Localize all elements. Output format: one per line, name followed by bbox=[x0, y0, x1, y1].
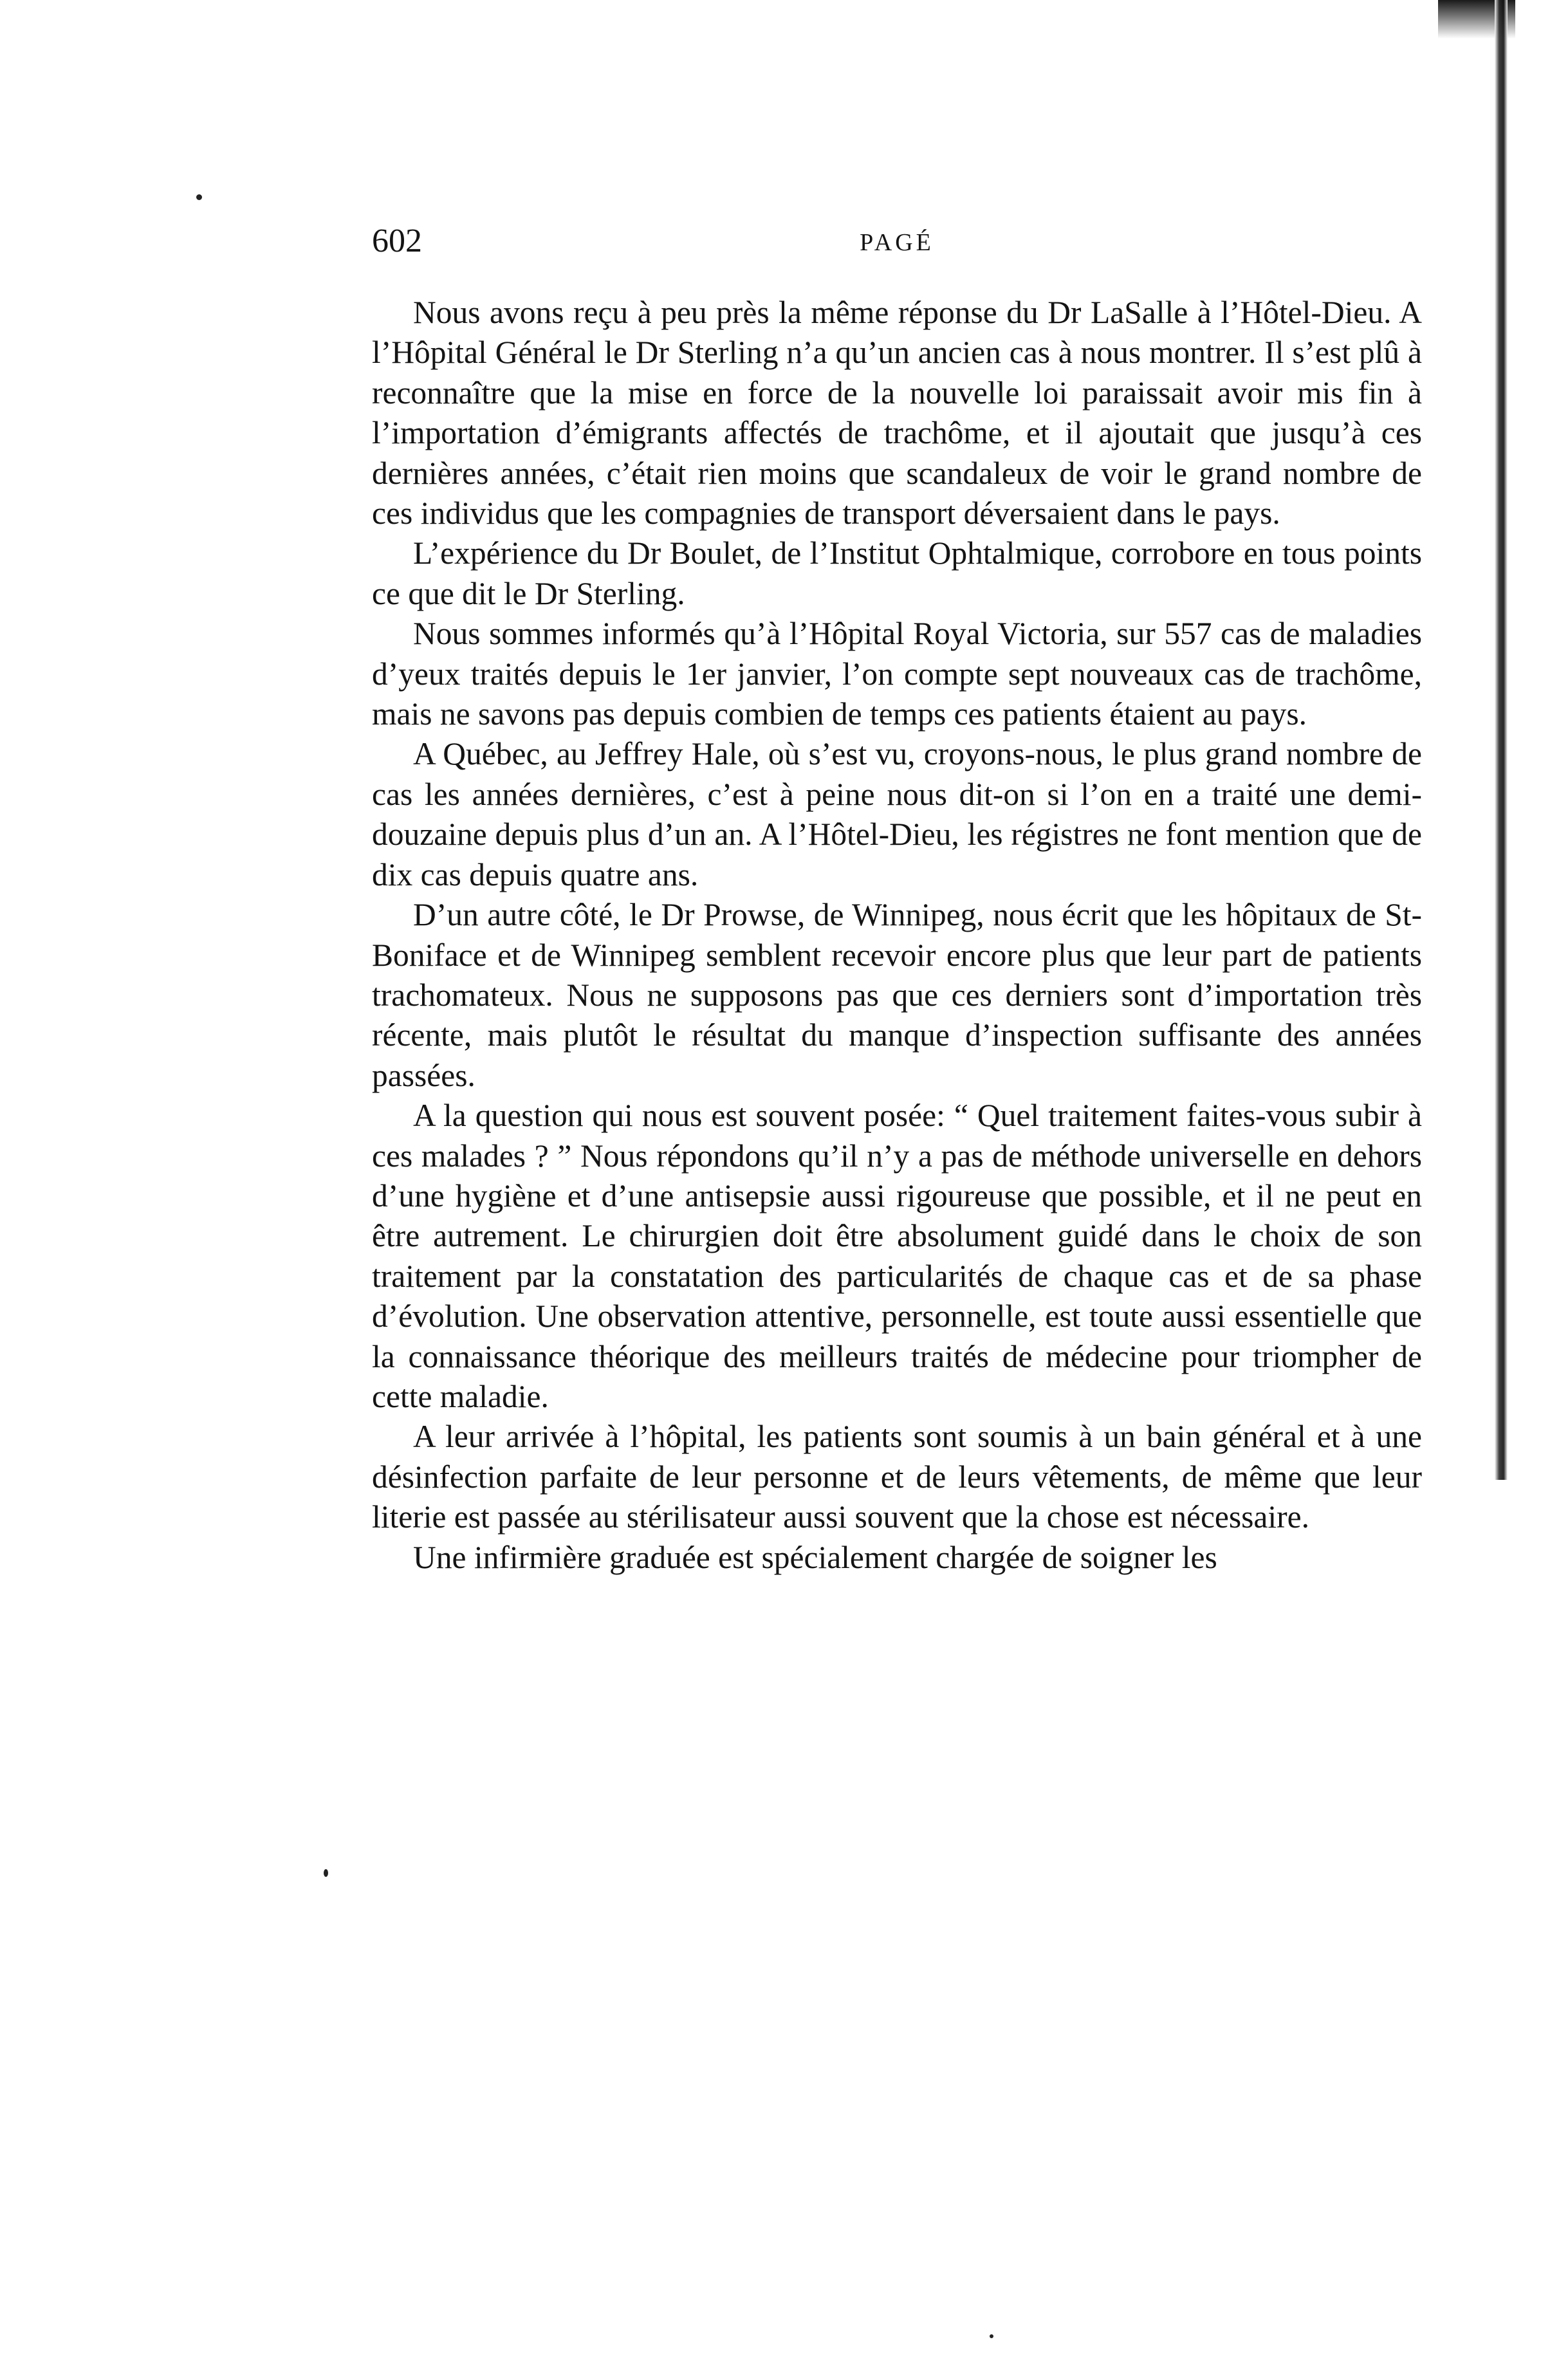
page-number: 602 bbox=[372, 223, 422, 259]
paragraph: Nous avons reçu à peu près la même réponse du Dr LaSalle à l’Hôtel-Dieu. A l’Hôpital Général le Dr Sterling n’a qu’un ancien cas à nous montrer. Il s’est plû à reconnaître que la mise en force de la nouvelle loi paraissait avoir mis fin à l’importation d’émigrants affectés de trachôme, et il ajoutait que jusqu’à ces dernières années, c’était rien moins que scandaleux de voir le grand nombre de ces individus que les compagnies de transport déversaient dans le pays. bbox=[372, 295, 1422, 531]
paragraph: Une infirmière graduée est spécialement chargée de soigner les bbox=[413, 1539, 1217, 1575]
scan-speck bbox=[324, 1869, 328, 1877]
body-text bbox=[372, 293, 1422, 1578]
paragraph: D’un autre côté, le Dr Prowse, de Winnipeg, nous écrit que les hôpitaux de St-Boniface et de Winnipeg semblent recevoir encore plus que leur part de patients trachomateux. Nous ne supposons pas que ces derniers sont d’importation très récente, mais plutôt le résultat du manque d’inspection suffisante des années passées. bbox=[372, 897, 1422, 1093]
scan-speck bbox=[196, 194, 202, 200]
page-header bbox=[372, 219, 1422, 264]
paragraph: A la question qui nous est souvent posée: “ Quel traitement faites-vous subir à ces malades ? ” Nous répondons qu’il n’y a pas de méthode universelle en dehors d’une hygiène et d’une antisepsie aussi rigoureuse que possible, et il ne peut en être autrement. Le chirurgien doit être absolument guidé dans le choix de son traitement par la constatation des particularités de chaque cas et de sa phase d’évolution. Une observation attentive, personnelle, est toute aussi essentielle que la connaissance théorique des meilleurs traités de médecine pour triompher de cette maladie. bbox=[372, 1098, 1422, 1414]
scan-speck bbox=[990, 2334, 993, 2338]
scan-page-edge bbox=[1495, 0, 1508, 1480]
running-head: PAGÉ bbox=[860, 229, 934, 256]
paragraph: Nous sommes informés qu’à l’Hôpital Royal Victoria, sur 557 cas de maladies d’yeux traités depuis le 1er janvier, l’on compte sept nouveaux cas de trachôme, mais ne savons pas depuis combien de temps ces patients étaient au pays. bbox=[372, 616, 1422, 732]
paragraph: L’expérience du Dr Boulet, de l’Institut Ophtalmique, corrobore en tous points ce que dit le Dr Sterling. bbox=[372, 535, 1422, 611]
paragraph: A Québec, au Jeffrey Hale, où s’est vu, croyons-nous, le plus grand nombre de cas les années dernières, c’est à peine nous dit-on si l’on en a traité une demi-douzaine depuis plus d’un an. A l’Hôtel-Dieu, les régistres ne font mention que de dix cas depuis quatre ans. bbox=[372, 736, 1422, 892]
paragraph: A leur arrivée à l’hôpital, les patients sont soumis à un bain général et à une désinfection parfaite de leur personne et de leurs vêtements, de même que leur literie est passée au stérilisateur aussi souvent que la chose est nécessaire. bbox=[372, 1419, 1422, 1535]
